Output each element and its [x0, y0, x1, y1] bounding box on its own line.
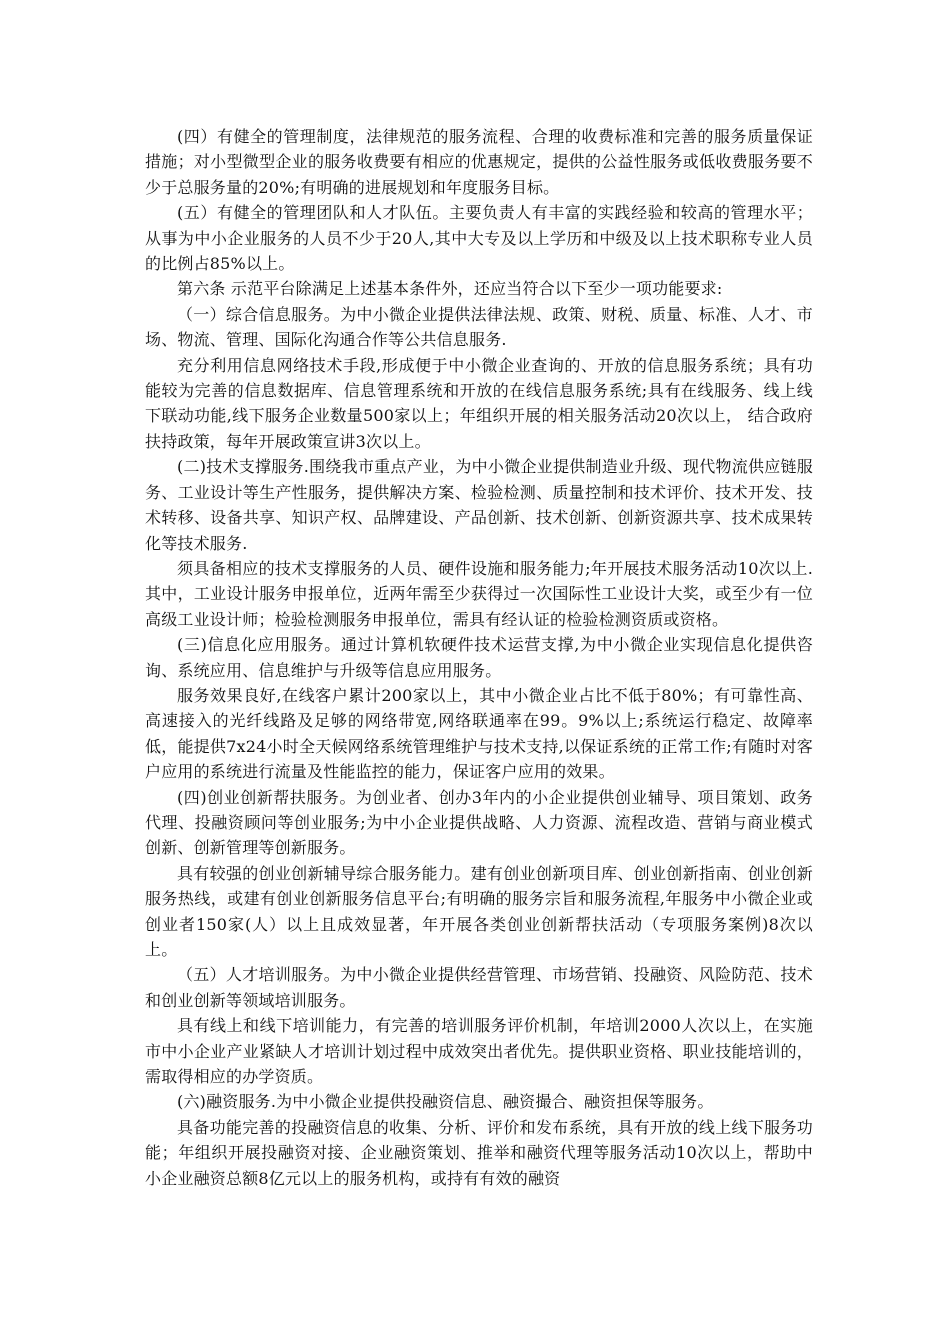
paragraph-management-system: (四）有健全的管理制度，法律规范的服务流程、合理的收费标准和完善的服务质量保证措施；对小型微型企业的服务收费要有相应的优惠规定，提供的公益性服务或低收费服务要不少于总服务量的20%;有明确的进展规划和年度服务目标。	[145, 127, 813, 197]
paragraph-talent-training: （五）人才培训服务。为中小微企业提供经营管理、市场营销、投融资、风险防范、技术和创业创新等领域培训服务。	[145, 965, 813, 1010]
paragraph-financing-detail: 具备功能完善的投融资信息的收集、分析、评价和发布系统，具有开放的线上线下服务功能；年组织开展投融资对接、企业融资策划、推举和融资代理等服务活动10次以上，帮助中小企业融资总额8亿元以上的服务机构，或持有有效的融资	[145, 1117, 813, 1188]
paragraph-article-six: 第六条 示范平台除满足上述基本条件外，还应当符合以下至少一项功能要求:	[177, 279, 723, 299]
paragraph-financing: (六)融资服务.为中小微企业提供投融资信息、融资撮合、融资担保等服务。	[177, 1092, 714, 1112]
document-body	[145, 124, 813, 1191]
paragraph-management-team: (五）有健全的管理团队和人才队伍。主要负责人有丰富的实践经验和较高的管理水平；从事为中小企业服务的人员不少于20人,其中大专及以上学历和中级及以上技术职称专业人员的比例占85%以上。	[145, 203, 813, 274]
paragraph-talent-training-detail: 具有线上和线下培训能力，有完善的培训服务评价机制，年培训2000人次以上，在实施市中小企业产业紧缺人才培训计划过程中成效突出者优先。提供职业资格、职业技能培训的，需取得相应的办学资质。	[145, 1016, 813, 1087]
paragraph-entrepreneurship-detail: 具有较强的创业创新辅导综合服务能力。建有创业创新项目库、创业创新指南、创业创新服务热线，或建有创业创新服务信息平台;有明确的服务宗旨和服务流程,年服务中小微企业或创业者150家(人）以上且成效显著，年开展各类创业创新帮扶活动（专项服务案例)8次以上。	[145, 863, 813, 959]
paragraph-info-service: （一）综合信息服务。为中小微企业提供法律法规、政策、财税、质量、标准、人才、市场、物流、管理、国际化沟通合作等公共信息服务.	[145, 304, 813, 350]
paragraph-entrepreneurship: (四)创业创新帮扶服务。为创业者、创办3年内的小企业提供创业辅导、项目策划、政务代理、投融资顾问等创业服务;为中小企业提供战略、人力资源、流程改造、营销与商业模式创新、创新管理等创新服务。	[145, 787, 813, 858]
paragraph-info-service-detail: 充分利用信息网络技术手段,形成便于中小微企业查询的、开放的信息服务系统；具有功能较为完善的信息数据库、信息管理系统和开放的在线信息服务系统;具有在线服务、线上线下联动功能,线下服务企业数量500家以上；年组织开展的相关服务活动20次以上， 结合政府扶持政策，每年开展政策宣讲3次以上。	[145, 355, 813, 451]
paragraph-it-application: (三)信息化应用服务。通过计算机软硬件技术运营支撑,为中小微企业实现信息化提供咨询、系统应用、信息维护与升级等信息应用服务。	[145, 635, 813, 680]
paragraph-it-application-detail: 服务效果良好,在线客户累计200家以上，其中小微企业占比不低于80%；有可靠性高、高速接入的光纤线路及足够的网络带宽,网络联通率在99。9%以上;系统运行稳定、故障率低，能提供7x24小时全天候网络系统管理维护与技术支持,以保证系统的正常工作;有随时对客户应用的系统进行流量及性能监控的能力，保证客户应用的效果。	[145, 685, 813, 782]
paragraph-tech-support: (二)技术支撑服务.围绕我市重点产业，为中小微企业提供制造业升级、现代物流供应链服务、工业设计等生产性服务，提供解决方案、检验检测、质量控制和技术评价、技术开发、技术转移、设备共享、知识产权、品牌建设、产品创新、技术创新、创新资源共享、技术成果转化等技术服务.	[145, 457, 813, 553]
paragraph-tech-support-detail: 须具备相应的技术支撑服务的人员、硬件设施和服务能力;年开展技术服务活动10次以上.其中，工业设计服务申报单位，近两年需至少获得过一次国际性工业设计大奖，或至少有一位高级工业设计师；检验检测服务申报单位，需具有经认证的检验检测资质或资格。	[145, 558, 813, 629]
